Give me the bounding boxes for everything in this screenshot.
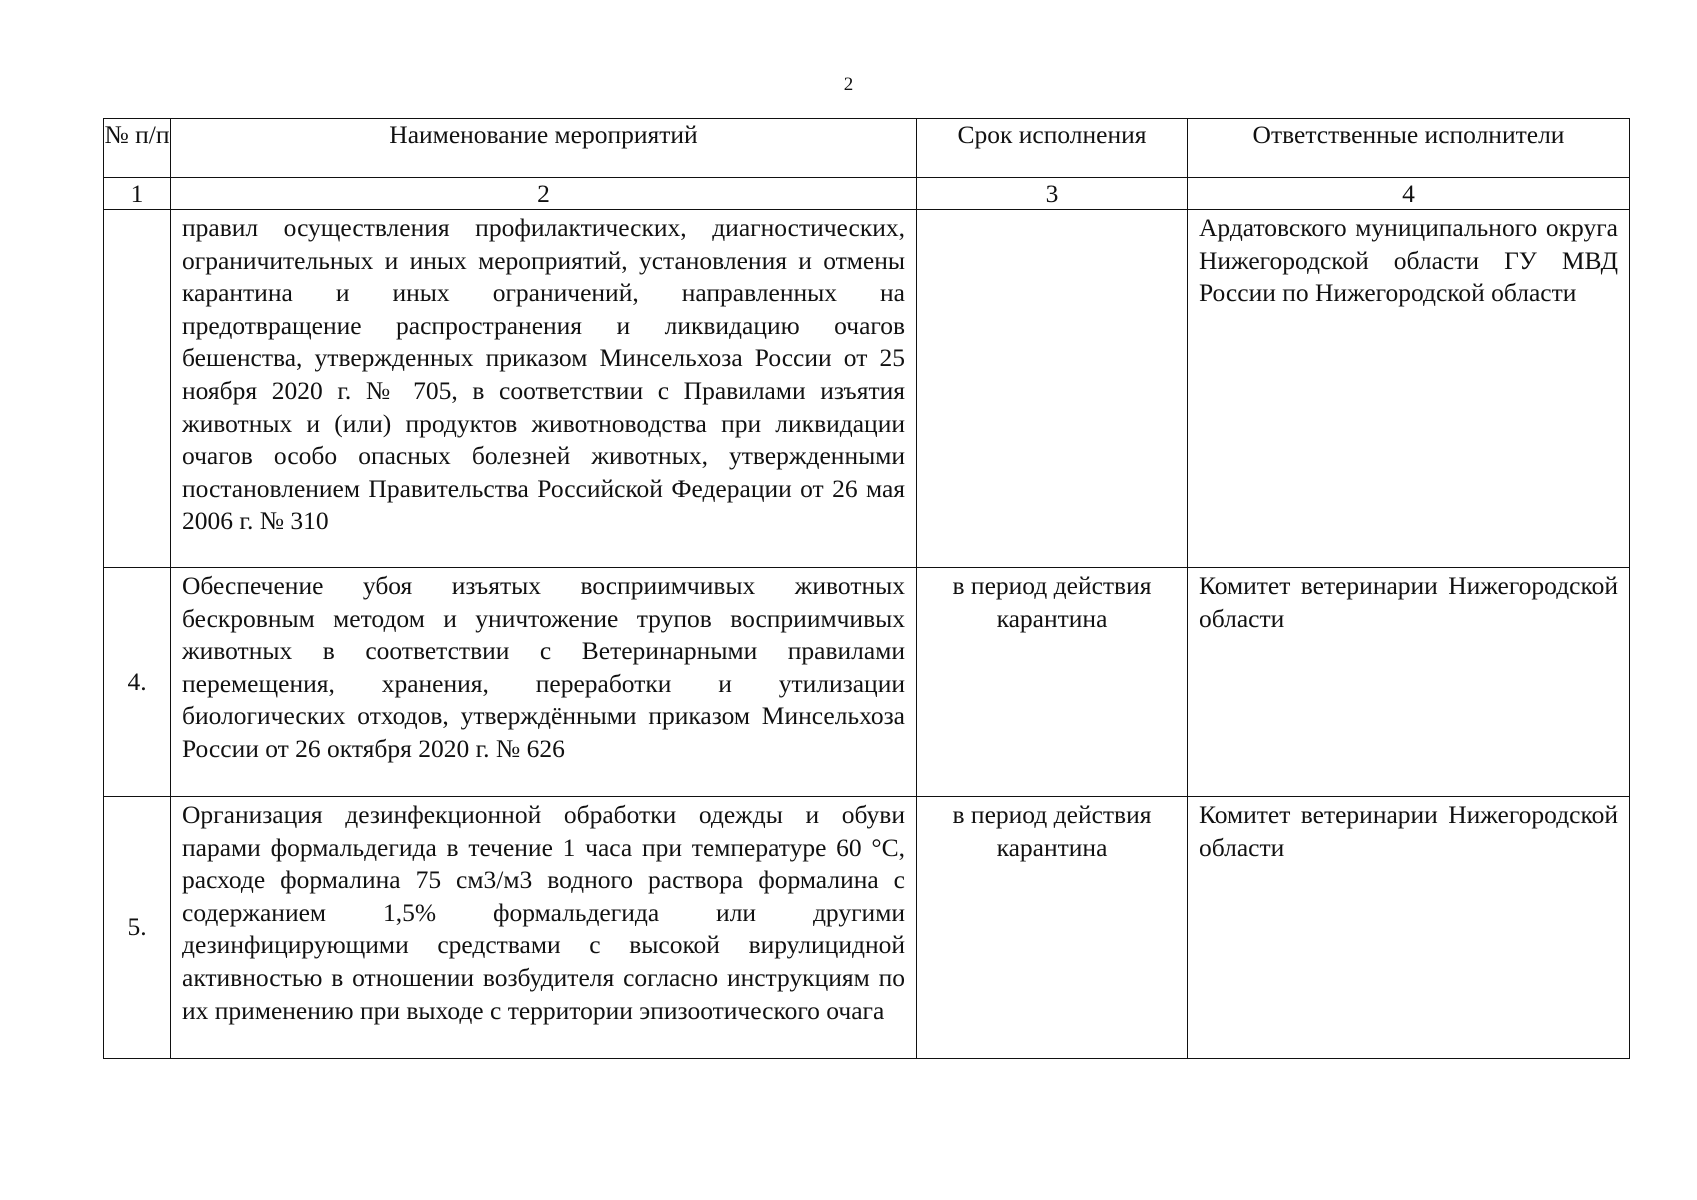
table-header-row bbox=[104, 119, 1630, 178]
column-number: 2 bbox=[171, 178, 917, 210]
table-row bbox=[104, 797, 1630, 1059]
header-term: Срок исполнения bbox=[917, 119, 1188, 178]
row-number: 4. bbox=[104, 568, 171, 797]
measure-name: правил осуществления профилактических, диагностических, ограничительных и иных мероприятий, установления и отмены карантина и иных ограничений, направленных на предотвращение распространения и ликвидацию очагов бешенства, утвержденных приказом Минсельхоза России от 25 ноября 2020 г. № 705, в соответствии с Правилами изъятия животных и (или) продуктов животноводства при ликвидации очагов особо опасных болезней животных, утвержденными постановлением Правительства Российской Федерации от 26 мая 2006 г. № 310 bbox=[171, 210, 917, 568]
header-responsible: Ответственные исполнители bbox=[1188, 119, 1630, 178]
column-number: 1 bbox=[104, 178, 171, 210]
row-number bbox=[104, 210, 171, 568]
measures-table bbox=[103, 118, 1630, 1059]
measure-responsible: Ардатовского муниципального округа Нижегородской области ГУ МВД России по Нижегородской области bbox=[1188, 210, 1630, 568]
column-number-row bbox=[104, 178, 1630, 210]
column-number: 3 bbox=[917, 178, 1188, 210]
measure-responsible: Комитет ветеринарии Нижегородской области bbox=[1188, 568, 1630, 797]
table-row bbox=[104, 210, 1630, 568]
row-number: 5. bbox=[104, 797, 171, 1059]
header-name: Наименование мероприятий bbox=[171, 119, 917, 178]
measure-term: в период действия карантина bbox=[917, 568, 1188, 797]
page-number: 2 bbox=[843, 74, 854, 95]
measure-term: в период действия карантина bbox=[917, 797, 1188, 1059]
measure-name: Обеспечение убоя изъятых восприимчивых животных бескровным методом и уничтожение трупов восприимчивых животных в соответствии с Ветеринарными правилами перемещения, хранения, переработки и утилизации биологических отходов, утверждёнными приказом Минсельхоза России от 26 октября 2020 г. № 626 bbox=[171, 568, 917, 797]
header-num: № п/п bbox=[104, 119, 171, 178]
measure-name: Организация дезинфекционной обработки одежды и обуви парами формальдегида в течение 1 часа при температуре 60 °С, расходе формалина 75 см3/м3 водного раствора формалина с содержанием 1,5% формальдегида или другими дезинфицирующими средствами с высокой вирулицидной активностью в отношении возбудителя согласно инструкциям по их применению при выходе с территории эпизоотического очага bbox=[171, 797, 917, 1059]
measure-term bbox=[917, 210, 1188, 568]
measure-responsible: Комитет ветеринарии Нижегородской области bbox=[1188, 797, 1630, 1059]
column-number: 4 bbox=[1188, 178, 1630, 210]
table-row bbox=[104, 568, 1630, 797]
